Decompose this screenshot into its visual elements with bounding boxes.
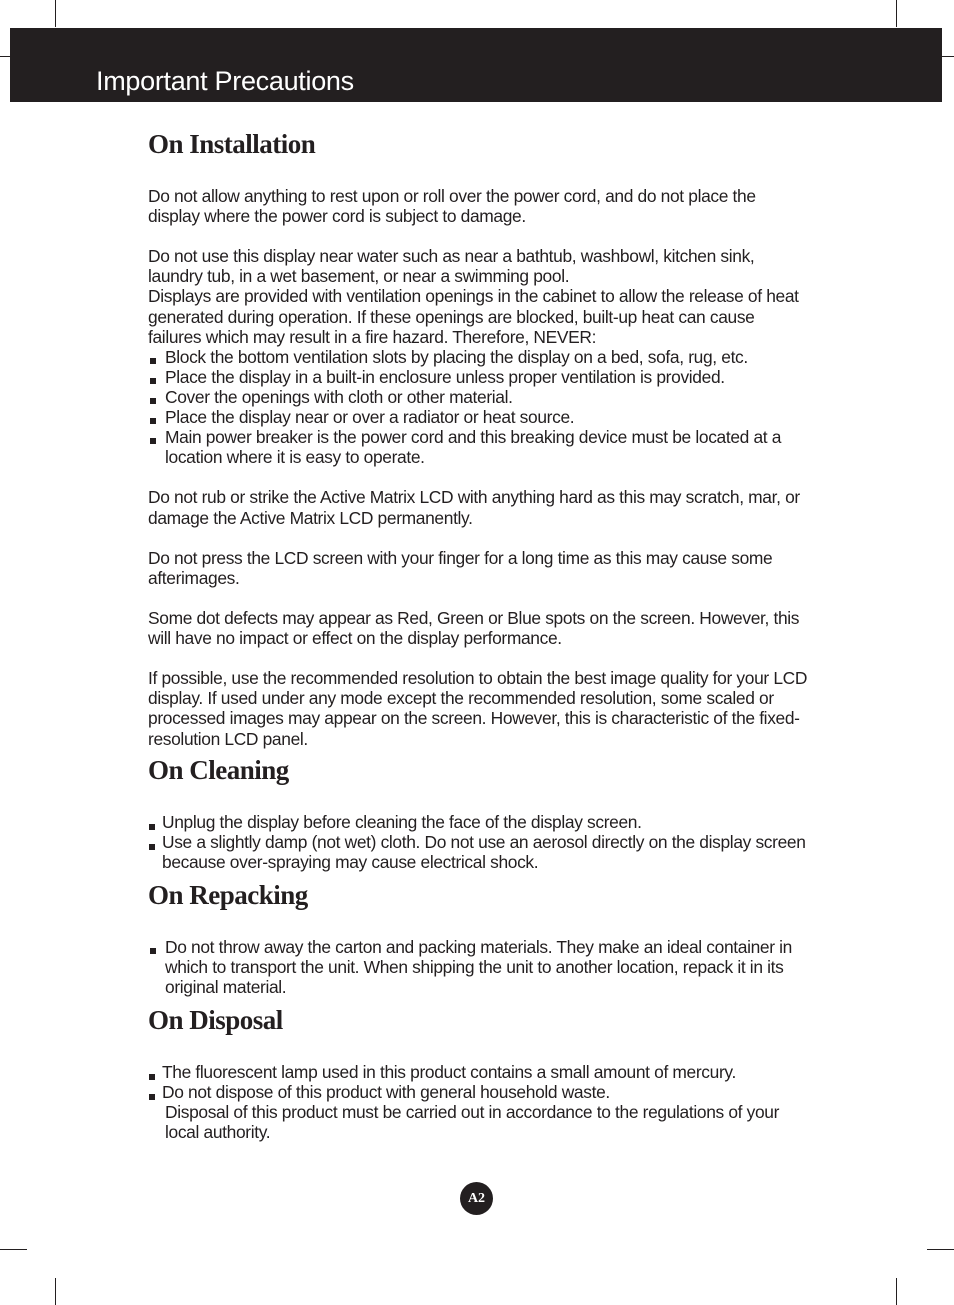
crop-mark xyxy=(0,1249,27,1250)
page-number-badge: A2 xyxy=(460,1182,493,1215)
list-item-text: The fluorescent lamp used in this product contains a small amount of mercury. xyxy=(162,1062,736,1083)
section-heading-disposal: On Disposal xyxy=(148,1005,283,1036)
section-heading-repacking: On Repacking xyxy=(148,879,308,910)
list-item xyxy=(148,387,808,407)
list-item xyxy=(148,427,808,467)
list-item-text: Do not throw away the carton and packing materials. They make an ideal container in which to transport the unit. When shipping the unit to another location, repack it in its original material. xyxy=(165,936,793,998)
bullet-icon xyxy=(150,438,156,444)
list-item-text: Unplug the display before cleaning the face of the display screen. xyxy=(162,811,642,832)
crop-mark xyxy=(896,1278,897,1305)
installation-paragraph: Do not use this display near water such as near a bathtub, washbowl, kitchen sink, laundry tub, in a wet basement, or near a swimming pool. xyxy=(148,246,755,287)
list-item-text: Cover the openings with cloth or other material. xyxy=(165,386,513,407)
list-item xyxy=(148,832,808,872)
bullet-icon xyxy=(149,1094,155,1100)
list-item xyxy=(148,367,808,387)
bullet-icon xyxy=(150,418,156,424)
cleaning-bullet-list xyxy=(148,812,808,872)
bullet-icon xyxy=(150,948,156,954)
list-item-text: Use a slightly damp (not wet) cloth. Do not use an aerosol directly on the display screen because over-spraying may cause electrical shock. xyxy=(162,831,806,872)
section-installation xyxy=(148,127,808,749)
list-item-text: Main power breaker is the power cord and this breaking device must be located at a location where it is easy to operate. xyxy=(165,427,782,468)
list-item xyxy=(148,937,808,997)
section-heading-cleaning: On Cleaning xyxy=(148,754,289,785)
section-cleaning xyxy=(148,753,808,872)
installation-paragraph: Some dot defects may appear as Red, Green or Blue spots on the screen. However, this will have no impact or effect on the display performance. xyxy=(148,607,800,649)
installation-paragraph: Do not press the LCD screen with your finger for a long time as this may cause some afterimages. xyxy=(148,547,773,588)
section-repacking xyxy=(148,878,808,997)
crop-mark xyxy=(896,0,897,27)
repacking-bullet-list xyxy=(148,937,808,997)
list-item-text: Block the bottom ventilation slots by placing the display on a bed, sofa, rug, etc. xyxy=(165,346,748,367)
page-title: Important Precautions xyxy=(96,66,354,96)
installation-paragraph: Do not allow anything to rest upon or roll over the power cord, and do not place the display where the power cord is subject to damage. xyxy=(148,186,756,227)
installation-paragraph: Do not rub or strike the Active Matrix LCD with anything hard as this may scratch, mar, or damage the Active Matrix LCD permanently. xyxy=(148,487,800,528)
list-item xyxy=(148,1062,808,1082)
bullet-icon xyxy=(150,358,156,364)
bullet-icon xyxy=(150,398,156,404)
bullet-icon xyxy=(149,824,155,830)
crop-mark xyxy=(927,1249,954,1250)
installation-paragraph: If possible, use the recommended resolution to obtain the best image quality for your LCD display. If used under any mode except the recommended resolution, some scaled or processed images may appear on the screen. However, this is characteristic of the fixed-resolution LCD panel. xyxy=(148,668,808,749)
list-item-continuation: Disposal of this product must be carried out in accordance to the regulations of your local authority. xyxy=(165,1102,780,1143)
list-item xyxy=(148,1082,808,1142)
bullet-icon xyxy=(149,1074,155,1080)
bullet-icon xyxy=(150,378,156,384)
crop-mark xyxy=(55,0,56,27)
section-disposal xyxy=(148,1003,808,1142)
list-item-text: Place the display near or over a radiator or heat source. xyxy=(165,407,575,428)
bullet-icon xyxy=(149,844,155,850)
list-item-text: Do not dispose of this product with general household waste. xyxy=(162,1082,610,1103)
header-bar xyxy=(10,28,942,102)
list-item xyxy=(148,812,808,832)
section-heading-installation: On Installation xyxy=(148,129,316,159)
list-item xyxy=(148,407,808,427)
installation-paragraph: Displays are provided with ventilation openings in the cabinet to allow the release of heat generated during operation. If these openings are blocked, built-up heat can cause failures which may result in a fire hazard. Therefore, NEVER: xyxy=(148,286,799,347)
disposal-bullet-list xyxy=(148,1062,808,1142)
crop-mark xyxy=(55,1278,56,1305)
document-body xyxy=(148,127,808,1143)
list-item xyxy=(148,347,808,367)
list-item-text: Place the display in a built-in enclosure unless proper ventilation is provided. xyxy=(165,366,725,387)
installation-bullet-list xyxy=(148,347,808,468)
